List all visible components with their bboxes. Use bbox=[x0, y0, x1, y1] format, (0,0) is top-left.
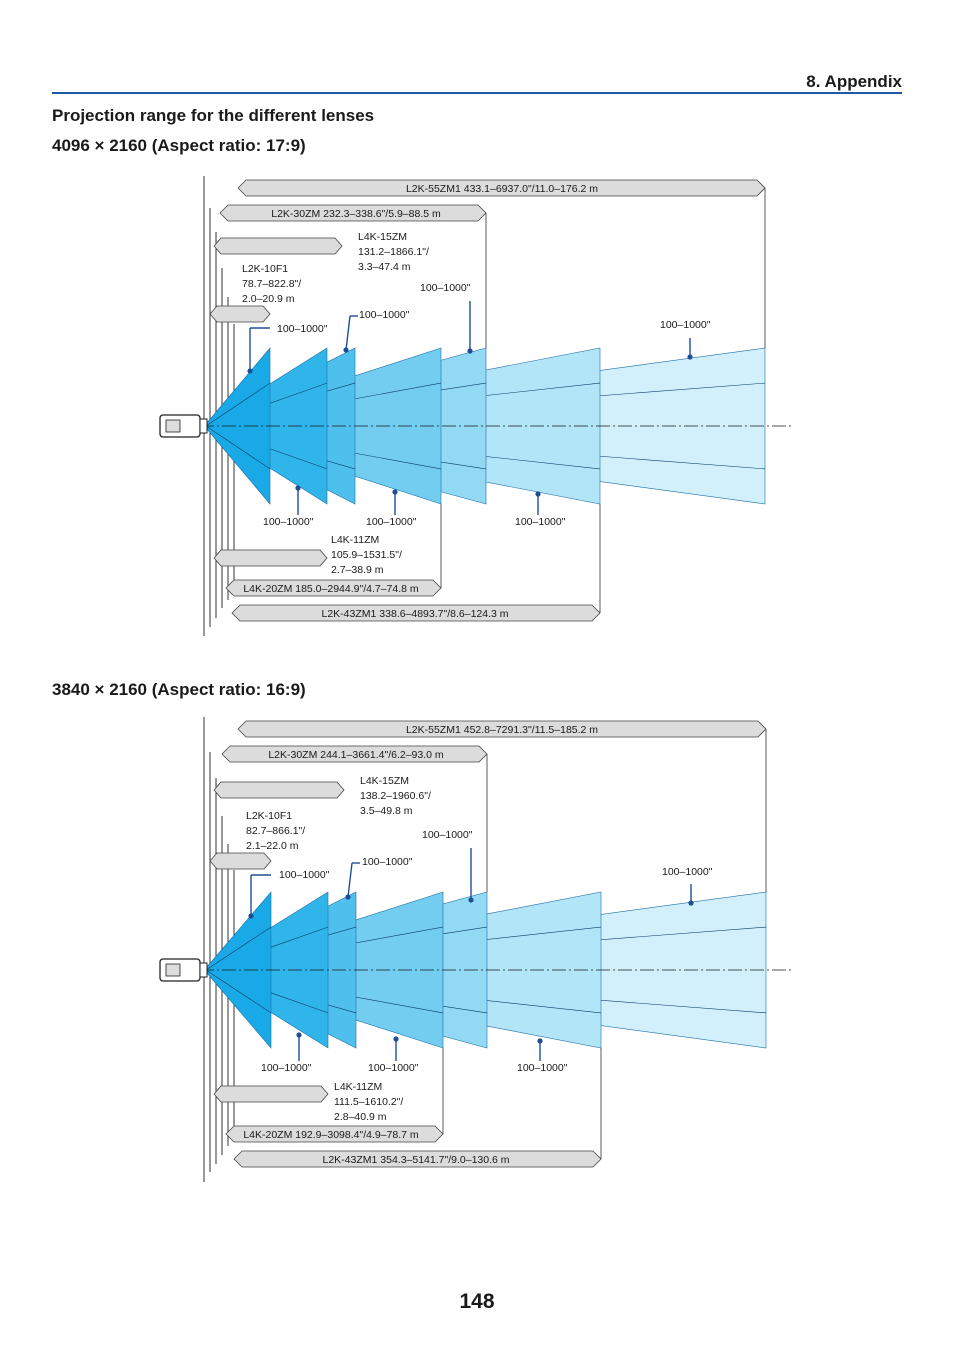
screen-size-label: 100–1000" bbox=[517, 1062, 568, 1074]
lens-range-label: L2K-30ZM 232.3–338.6"/5.9–88.5 m bbox=[271, 208, 441, 220]
size-marker-dot bbox=[248, 913, 253, 918]
lens-note-line: 3.5–49.8 m bbox=[360, 805, 413, 817]
projector-lens bbox=[200, 963, 207, 977]
lens-range-label: L2K-43ZM1 354.3–5141.7"/9.0–130.6 m bbox=[322, 1154, 510, 1166]
screen-size-label: 100–1000" bbox=[261, 1062, 312, 1074]
lens-note-line: 2.0–20.9 m bbox=[242, 293, 295, 305]
size-marker-dot bbox=[343, 347, 348, 352]
size-marker-dot bbox=[467, 348, 472, 353]
screen-size-label: 100–1000" bbox=[263, 516, 314, 528]
screen-size-label: 100–1000" bbox=[368, 1062, 419, 1074]
lens-note-line: 111.5–1610.2"/ bbox=[334, 1096, 404, 1108]
projector-icon bbox=[160, 415, 207, 437]
screen-size-label: 100–1000" bbox=[420, 282, 471, 294]
projection-diagram-17x9 bbox=[0, 170, 954, 650]
screen-size-label: 100–1000" bbox=[660, 319, 711, 331]
page-number: 148 bbox=[459, 1290, 495, 1313]
size-marker-line bbox=[348, 863, 352, 897]
lens-range-label: L4K-20ZM 185.0–2944.9"/4.7–74.8 m bbox=[243, 583, 419, 595]
size-marker-dot bbox=[295, 485, 300, 490]
lens-note-line: 2.7–38.9 m bbox=[331, 564, 384, 576]
lens-pointer-bar bbox=[214, 550, 327, 566]
screen-size-label: 100–1000" bbox=[277, 323, 328, 335]
lens-note-line: 2.1–22.0 m bbox=[246, 840, 299, 852]
projector-icon bbox=[160, 959, 207, 981]
lens-range-label: L2K-55ZM1 433.1–6937.0"/11.0–176.2 m bbox=[405, 183, 599, 195]
screen-size-label: 100–1000" bbox=[279, 869, 330, 881]
projection-diagram-16x9 bbox=[0, 712, 954, 1192]
lens-note-line: L2K-10F1 bbox=[246, 810, 293, 822]
size-marker-dot bbox=[296, 1032, 301, 1037]
size-marker-dot bbox=[392, 489, 397, 494]
header-rule bbox=[52, 92, 902, 94]
lens-note-line: L2K-10F1 bbox=[242, 263, 289, 275]
lens-note-line: L4K-11ZM bbox=[334, 1081, 383, 1093]
size-marker-dot bbox=[393, 1036, 398, 1041]
screen-size-label: 100–1000" bbox=[366, 516, 417, 528]
size-marker-dot bbox=[468, 897, 473, 902]
lens-note-line: 105.9–1531.5"/ bbox=[331, 549, 402, 561]
lens-range-label: L2K-55ZM1 452.8–7291.3"/11.5–185.2 m bbox=[405, 724, 599, 736]
page-heading: Projection range for the different lenses bbox=[52, 106, 375, 125]
size-marker-dot bbox=[535, 491, 540, 496]
screen-size-label: 100–1000" bbox=[515, 516, 566, 528]
diagram-title-16x9: 3840 × 2160 (Aspect ratio: 16:9) bbox=[52, 680, 306, 699]
projector-vent bbox=[166, 964, 180, 976]
lens-note-line: 138.2–1960.6"/ bbox=[360, 790, 431, 802]
diagram-title-17x9: 4096 × 2160 (Aspect ratio: 17:9) bbox=[52, 136, 306, 155]
projector-lens bbox=[200, 419, 207, 433]
section-header: 8. Appendix bbox=[806, 72, 902, 91]
screen-size-label: 100–1000" bbox=[422, 829, 473, 841]
lens-note-line: L4K-15ZM bbox=[358, 231, 408, 243]
lens-range-label: L2K-30ZM 244.1–3661.4"/6.2–93.0 m bbox=[268, 749, 444, 761]
lens-range-label: L4K-20ZM 192.9–3098.4"/4.9–78.7 m bbox=[243, 1129, 419, 1141]
projector-vent bbox=[166, 420, 180, 432]
lens-pointer-bar bbox=[214, 782, 344, 798]
size-marker-dot bbox=[345, 894, 350, 899]
screen-size-label: 100–1000" bbox=[662, 866, 713, 878]
size-marker-line bbox=[346, 316, 350, 350]
projection-diagram-svg bbox=[0, 170, 954, 650]
lens-pointer-bar bbox=[214, 1086, 328, 1102]
size-marker-dot bbox=[537, 1038, 542, 1043]
lens-range-label: L2K-43ZM1 338.6–4893.7"/8.6–124.3 m bbox=[321, 608, 509, 620]
lens-note-line: L4K-11ZM bbox=[331, 534, 380, 546]
size-marker-dot bbox=[688, 900, 693, 905]
size-marker-dot bbox=[687, 354, 692, 359]
lens-note-line: 78.7–822.8"/ bbox=[242, 278, 302, 290]
screen-size-label: 100–1000" bbox=[359, 309, 410, 321]
lens-note-line: 131.2–1866.1"/ bbox=[358, 246, 429, 258]
lens-pointer-bar bbox=[210, 853, 271, 869]
projection-diagram-svg bbox=[0, 712, 954, 1192]
size-marker-dot bbox=[247, 368, 252, 373]
lens-pointer-bar bbox=[214, 238, 342, 254]
lens-pointer-bar bbox=[210, 306, 270, 322]
lens-note-line: 82.7–866.1"/ bbox=[246, 825, 306, 837]
screen-size-label: 100–1000" bbox=[362, 856, 413, 868]
lens-note-line: 3.3–47.4 m bbox=[358, 261, 411, 273]
lens-note-line: 2.8–40.9 m bbox=[334, 1111, 387, 1123]
lens-note-line: L4K-15ZM bbox=[360, 775, 410, 787]
